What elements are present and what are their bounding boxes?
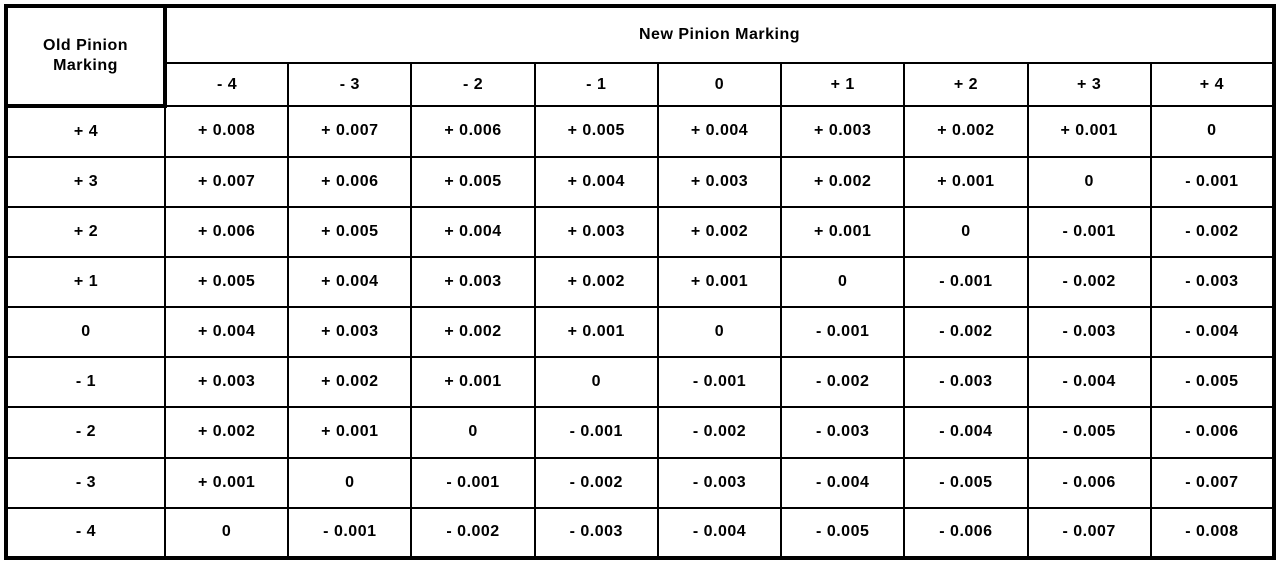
table-cell: - 0.002 [781,357,904,407]
table-row [6,207,1274,257]
table-cell: - 0.001 [781,307,904,357]
table-cell: - 0.003 [904,357,1027,407]
table-cell: + 0.001 [781,207,904,257]
table-cell: + 0.003 [658,157,781,207]
table-cell: + 0.001 [535,307,658,357]
row-header: + 3 [6,157,165,207]
table-cell: 0 [411,407,534,457]
table-cell: + 0.004 [288,257,411,307]
table-cell: + 0.007 [165,157,288,207]
table-cell: + 0.002 [781,157,904,207]
table-cell: + 0.007 [288,106,411,156]
column-header: - 2 [411,63,534,106]
table-cell: + 0.004 [535,157,658,207]
pinion-marking-table [4,4,1276,560]
table-row [6,458,1274,508]
table-cell: + 0.003 [781,106,904,156]
row-header: - 3 [6,458,165,508]
table-cell: + 0.008 [165,106,288,156]
row-header: - 4 [6,508,165,558]
table-cell: - 0.004 [781,458,904,508]
table-cell: - 0.001 [535,407,658,457]
table-cell: + 0.001 [288,407,411,457]
table-cell: - 0.002 [658,407,781,457]
table-cell: - 0.004 [1028,357,1151,407]
column-header: + 2 [904,63,1027,106]
corner-header-line-2: Marking [53,57,118,75]
table-row [6,357,1274,407]
table-cell: + 0.006 [165,207,288,257]
table-cell: - 0.002 [904,307,1027,357]
column-header: - 4 [165,63,288,106]
table-cell: + 0.003 [165,357,288,407]
table-cell: - 0.005 [904,458,1027,508]
column-header: 0 [658,63,781,106]
column-header: + 3 [1028,63,1151,106]
table-cell: + 0.001 [1028,106,1151,156]
table-cell: 0 [781,257,904,307]
table-cell: + 0.005 [411,157,534,207]
table-cell: - 0.002 [411,508,534,558]
table-cell: + 0.003 [288,307,411,357]
table-cell: - 0.001 [411,458,534,508]
table-cell: - 0.001 [658,357,781,407]
table-cell: - 0.005 [1028,407,1151,457]
table-row [6,407,1274,457]
row-header: 0 [6,307,165,357]
table-cell: 0 [288,458,411,508]
table-cell: - 0.006 [1151,407,1274,457]
table-row [6,157,1274,207]
table-cell: + 0.002 [288,357,411,407]
table-cell: - 0.006 [1028,458,1151,508]
table-cell: - 0.004 [904,407,1027,457]
table-header-row-columns [6,63,1274,106]
table-cell: - 0.003 [658,458,781,508]
row-header: + 4 [6,106,165,156]
table-row [6,257,1274,307]
table-cell: - 0.004 [658,508,781,558]
table-cell: 0 [165,508,288,558]
table-cell: 0 [535,357,658,407]
corner-header-line-1: Old Pinion [43,37,128,55]
table-cell: + 0.004 [411,207,534,257]
table-cell: + 0.001 [658,257,781,307]
table-row [6,106,1274,156]
table-cell: - 0.003 [1028,307,1151,357]
table-cell: + 0.006 [288,157,411,207]
table-cell: + 0.001 [411,357,534,407]
table-cell: + 0.002 [904,106,1027,156]
table-cell: - 0.004 [1151,307,1274,357]
table-cell: - 0.003 [535,508,658,558]
table-cell: 0 [658,307,781,357]
table-row [6,307,1274,357]
table-body [6,6,1274,558]
column-header: + 1 [781,63,904,106]
table-cell: + 0.005 [165,257,288,307]
table-cell: + 0.005 [288,207,411,257]
table-cell: - 0.005 [1151,357,1274,407]
table-cell: - 0.002 [1028,257,1151,307]
table-cell: - 0.007 [1151,458,1274,508]
table-cell: + 0.005 [535,106,658,156]
table-row [6,508,1274,558]
table-cell: 0 [1151,106,1274,156]
column-header: - 3 [288,63,411,106]
table-cell: - 0.007 [1028,508,1151,558]
table-cell: - 0.001 [288,508,411,558]
table-cell: 0 [1028,157,1151,207]
table-cell: + 0.002 [658,207,781,257]
corner-header-old-pinion-marking [6,6,165,106]
table-cell: + 0.001 [904,157,1027,207]
table-cell: - 0.005 [781,508,904,558]
table-cell: + 0.003 [535,207,658,257]
table-cell: + 0.004 [658,106,781,156]
table-cell: + 0.004 [165,307,288,357]
table-cell: + 0.002 [165,407,288,457]
row-header: - 2 [6,407,165,457]
column-header: - 1 [535,63,658,106]
table-cell: + 0.002 [411,307,534,357]
table-cell: + 0.003 [411,257,534,307]
top-header-new-pinion-marking: New Pinion Marking [165,6,1274,63]
table-cell: 0 [904,207,1027,257]
table-cell: - 0.001 [904,257,1027,307]
table-cell: + 0.002 [535,257,658,307]
table-cell: + 0.006 [411,106,534,156]
row-header: - 1 [6,357,165,407]
table-cell: - 0.003 [781,407,904,457]
column-header: + 4 [1151,63,1274,106]
row-header: + 2 [6,207,165,257]
table-cell: - 0.002 [535,458,658,508]
table-cell: - 0.002 [1151,207,1274,257]
table-cell: - 0.008 [1151,508,1274,558]
table-cell: - 0.003 [1151,257,1274,307]
table-header-row-top [6,6,1274,63]
table-cell: + 0.001 [165,458,288,508]
table-cell: - 0.001 [1151,157,1274,207]
table-cell: - 0.001 [1028,207,1151,257]
table-cell: - 0.006 [904,508,1027,558]
row-header: + 1 [6,257,165,307]
